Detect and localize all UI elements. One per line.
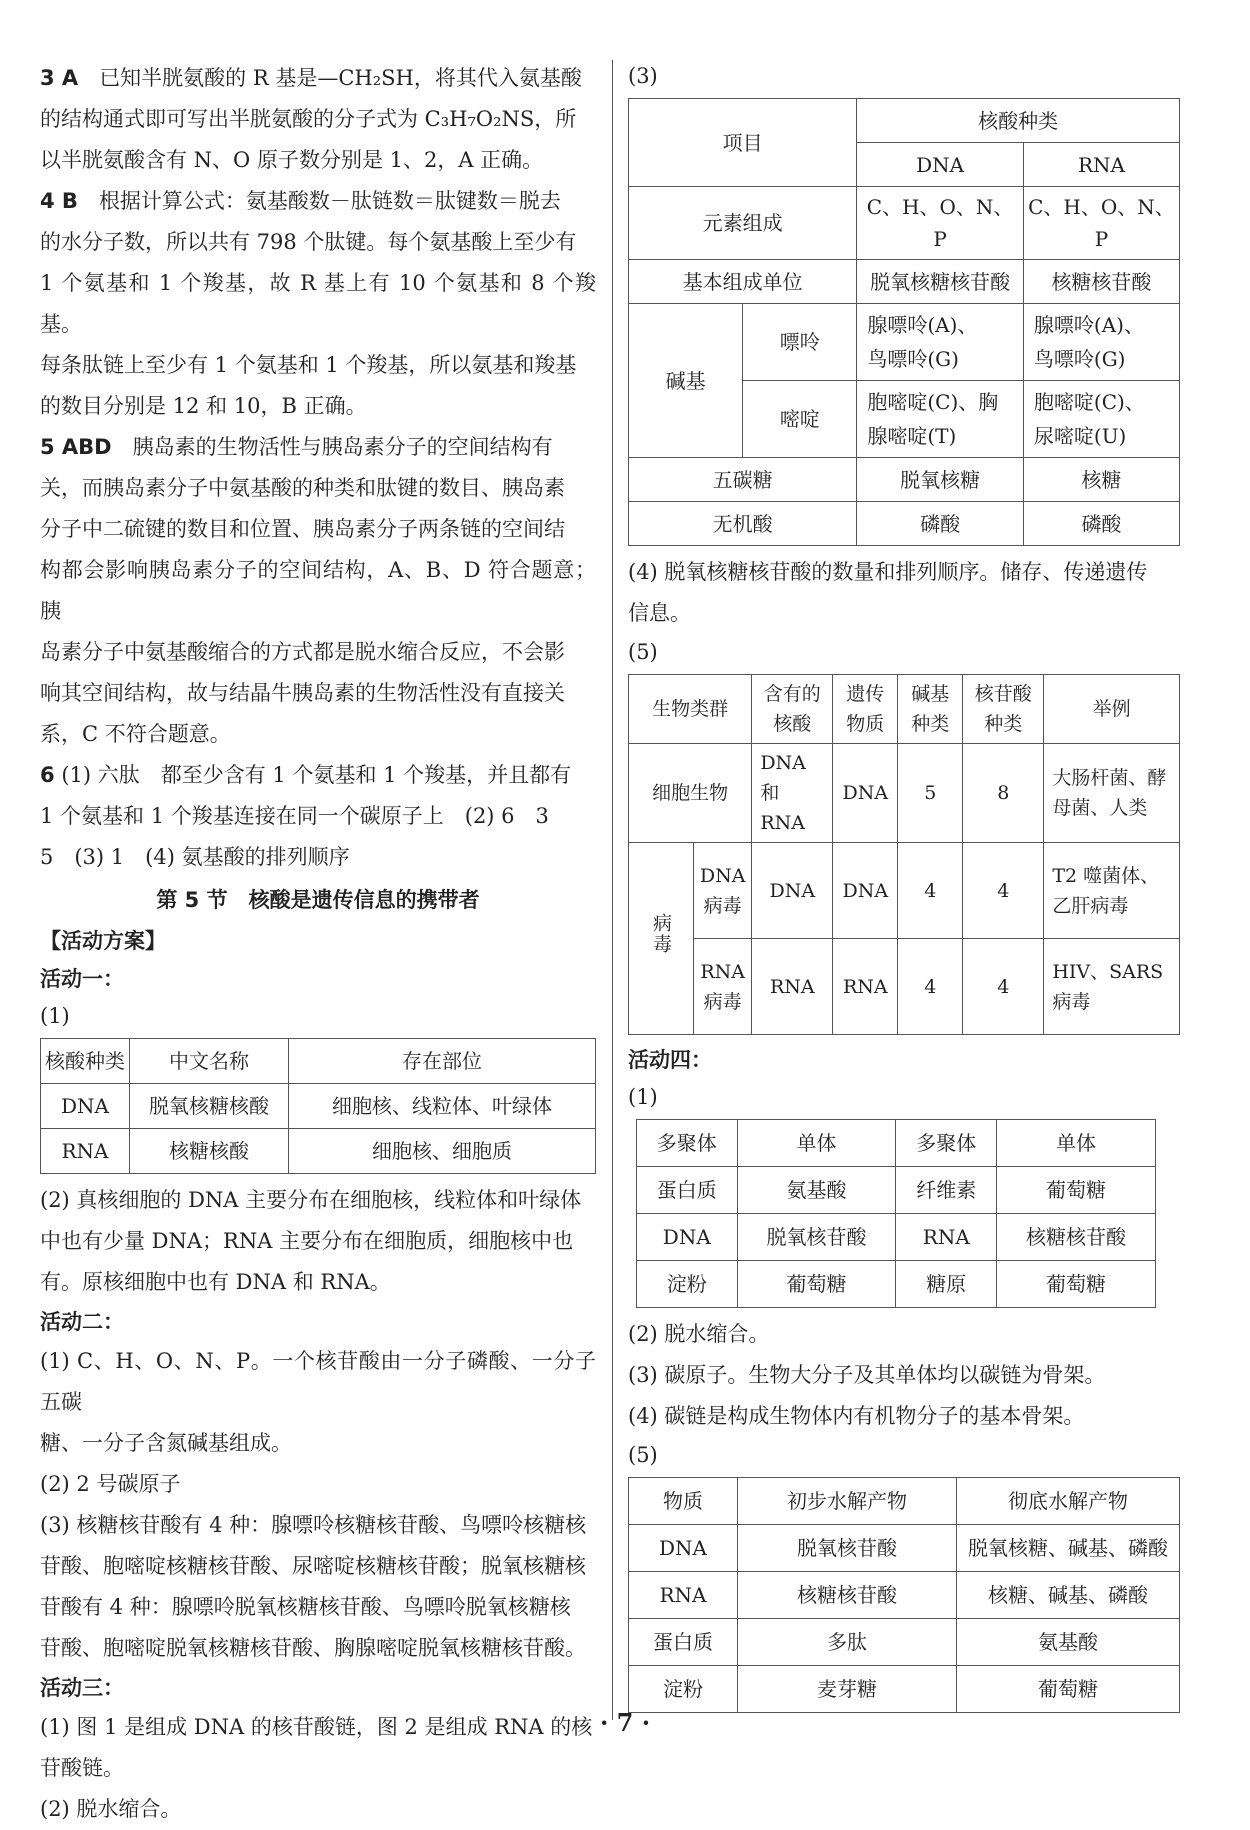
table-cell: 葡萄糖 bbox=[957, 1666, 1180, 1713]
table-header-cell: 举例 bbox=[1044, 675, 1180, 744]
table-cell: 葡萄糖 bbox=[997, 1167, 1156, 1214]
table-header-cell: 遗传 物质 bbox=[833, 675, 898, 744]
table-cell: 氨基酸 bbox=[737, 1167, 896, 1214]
table-header-cell: 单体 bbox=[737, 1120, 896, 1167]
table-row bbox=[629, 458, 1180, 502]
table-header-cell: RNA bbox=[1023, 143, 1179, 187]
table-cell: 5 bbox=[898, 744, 963, 843]
table-cell: 葡萄糖 bbox=[997, 1261, 1156, 1308]
table-header-cell: 中文名称 bbox=[130, 1039, 289, 1084]
table-cell: DNA bbox=[833, 744, 898, 843]
answer-3: 3 A 已知半胱氨酸的 R 基是—CH₂SH，将其代入氨基酸 的结构通式即可写出半胱氨酸的分子式为 C₃H₇O₂NS，所 以半胱氨酸含有 N、O 原子数分别是 1、2，A 正确。 bbox=[40, 66, 582, 172]
activity-4-part-5: (5) bbox=[628, 1443, 658, 1467]
activity-plan-heading: 【活动方案】 bbox=[40, 929, 166, 953]
table-header-row bbox=[629, 675, 1180, 744]
activity-1-title: 活动一： bbox=[40, 967, 124, 991]
table-cell: 脱氧核糖核酸 bbox=[130, 1084, 289, 1129]
table-cell: C、H、O、N、P bbox=[857, 187, 1024, 260]
table-cell: DNA bbox=[637, 1214, 738, 1261]
table-cell: 多肽 bbox=[738, 1619, 957, 1666]
left-column: 3 A 已知半胱氨酸的 R 基是—CH₂SH，将其代入氨基酸 的结构通式即可写出半胱氨酸的分子式为 C₃H₇O₂NS，所 以半胱氨酸含有 N、O 原子数分别是 1、2，A 正确。 4 B 根据计算公式：氨基酸数－肽链数＝肽键数＝脱去 的水分子数，所以共有 798 个肽键。每个氨基酸上至少有 1 个氨基和 1 个羧基，故 R 基上有 10 个氨基和 8 个羧基。 每条肽链上至少有 1 个氨基和 1 个羧基，所以氨基和羧基 的数目分别是 12 和 10，B 正确。 5 ABD 胰岛素的生物活性与胰岛素分子的空间结构有 关，而胰岛素分子中氨基酸的种类和肽键的数目、胰岛素 分子中二硫键的数目和位置、胰岛素分子两条链的空间结 构都会影响胰岛素分子的空间结构，A、B、D 符合题意；胰 岛素分子中氨基酸缩合的方式都是脱水缩合反应，不会影 响其空间结构，故与结晶牛胰岛素的生物活性没有直接关 系，C 不符合题意。 6 (1) 六肽 都至少含有 1 个氨基和 1 个羧基，并且都有 1 个氨基和 1 个羧基连接在同一个碳原子上 (2) 6 3 5 (3) 1 (4) 氨基酸的排列顺序 第 5 节 核酸是遗传信息的携带者 【活动方案】 活动一： (1) 核酸种类 中文名称 存在部位 DNA 脱氧核糖核酸 细胞核、线粒体、叶绿体 RNA 核糖核酸 细胞核、细胞质 (2) 真核细胞的 DNA 主要分布在细胞核，线粒体和叶绿体 中也有少量 DNA；RNA 主要分布在细胞质，细胞核中也 有。原核细胞中也有 DNA 和 RNA。 活动二： (1) C、H、O、N、P。一个核苷酸由一分子磷酸、一分子五碳 糖、一分子含氮碱基组成。 (2) 2 号碳原子 (3) 核糖核苷酸有 4 种：腺嘌呤核糖核苷酸、鸟嘌呤核糖核 苷酸、胞嘧啶核糖核苷酸、尿嘧啶核糖核苷酸；脱氧核糖核 苷酸有 4 种：腺嘌呤脱氧核糖核苷酸、鸟嘌呤脱氧核糖核 苷酸、胞嘧啶脱氧核糖核苷酸、胸腺嘧啶脱氧核糖核苷酸。 活动三： (1) 图 1 是组成 DNA 的核苷酸链，图 2 是组成 RNA 的核 苷酸链。 (2) 脱水缩合。 bbox=[40, 58, 596, 1830]
table-cell: 核糖核苷酸 bbox=[997, 1214, 1156, 1261]
table-header-row bbox=[637, 1120, 1156, 1167]
table-row bbox=[41, 1129, 596, 1174]
table-cell: 元素组成 bbox=[629, 187, 857, 260]
table-header-cell: 项目 bbox=[629, 99, 857, 187]
table-header-cell: 含有的 核酸 bbox=[752, 675, 833, 744]
table-cell: DNA 和 RNA bbox=[752, 744, 833, 843]
table-cell: 蛋白质 bbox=[629, 1619, 738, 1666]
table-cell: RNA 病毒 bbox=[694, 939, 752, 1035]
table-cell: 蛋白质 bbox=[637, 1167, 738, 1214]
activity-4-title: 活动四： bbox=[628, 1048, 712, 1072]
table-cell: 4 bbox=[963, 843, 1044, 939]
table-cell: 麦芽糖 bbox=[738, 1666, 957, 1713]
answer-6: 6 (1) 六肽 都至少含有 1 个氨基和 1 个羧基，并且都有 1 个氨基和 1 个羧基连接在同一个碳原子上 (2) 6 3 5 (3) 1 (4) 氨基酸的排列顺序 bbox=[40, 763, 572, 869]
table-row bbox=[629, 187, 1180, 260]
table-cell: 4 bbox=[898, 843, 963, 939]
table-cell: DNA bbox=[752, 843, 833, 939]
table-row bbox=[629, 843, 1180, 939]
nucleic-acid-comparison-table bbox=[628, 98, 1180, 546]
page-number: · 7 · bbox=[599, 1708, 651, 1737]
table-cell: 纤维素 bbox=[896, 1167, 997, 1214]
table-cell: 嘧啶 bbox=[743, 381, 857, 458]
table-row bbox=[629, 1619, 1180, 1666]
table-cell: T2 噬菌体、 乙肝病毒 bbox=[1044, 843, 1180, 939]
activity-4-part-1: (1) bbox=[628, 1085, 658, 1109]
polymer-monomer-table bbox=[636, 1119, 1156, 1308]
table-header-cell: 多聚体 bbox=[637, 1120, 738, 1167]
table-row bbox=[629, 1666, 1180, 1713]
answer-5: 5 ABD 胰岛素的生物活性与胰岛素分子的空间结构有 关，而胰岛素分子中氨基酸的种类和肽键的数目、胰岛素 分子中二硫键的数目和位置、胰岛素分子两条链的空间结 构都会影响胰岛素分子的空间结构，A、B、D 符合题意；胰 岛素分子中氨基酸缩合的方式都是脱水缩合反应，不会影 响其空间结构，故与结晶牛胰岛素的生物活性没有直接关 系，C 不符合题意。 bbox=[40, 435, 596, 746]
part-3-label: (3) bbox=[628, 64, 658, 88]
table-row bbox=[637, 1167, 1156, 1214]
table-header-cell: 核苷酸 种类 bbox=[963, 675, 1044, 744]
table-header-cell: 彻底水解产物 bbox=[957, 1478, 1180, 1525]
table-cell: 核糖核苷酸 bbox=[738, 1572, 957, 1619]
table-cell: 细胞核、细胞质 bbox=[289, 1129, 596, 1174]
table-cell: 脱氧核糖、碱基、磷酸 bbox=[957, 1525, 1180, 1572]
table-cell: DNA bbox=[41, 1084, 130, 1129]
table-cell: 碱基 bbox=[629, 304, 743, 458]
answer-4: 4 B 根据计算公式：氨基酸数－肽链数＝肽键数＝脱去 的水分子数，所以共有 798 个肽键。每个氨基酸上至少有 1 个氨基和 1 个羧基，故 R 基上有 10 个氨基和 8 个羧基。 每条肽链上至少有 1 个氨基和 1 个羧基，所以氨基和羧基 的数目分别是 12 和 10，B 正确。 bbox=[40, 189, 596, 418]
table-cell: C、H、O、N、P bbox=[1023, 187, 1179, 260]
nucleic-acid-location-table bbox=[40, 1038, 596, 1174]
table-cell: 细胞核、线粒体、叶绿体 bbox=[289, 1084, 596, 1129]
table-header-cell: 单体 bbox=[997, 1120, 1156, 1167]
table-cell: 核糖 bbox=[1023, 458, 1179, 502]
table-cell: RNA bbox=[896, 1214, 997, 1261]
table-cell: DNA 病毒 bbox=[694, 843, 752, 939]
hydrolysis-products-table bbox=[628, 1477, 1180, 1713]
table-cell: 无机酸 bbox=[629, 502, 857, 546]
table-header-cell: 物质 bbox=[629, 1478, 738, 1525]
table-row bbox=[637, 1261, 1156, 1308]
table-cell: 氨基酸 bbox=[957, 1619, 1180, 1666]
table-cell: RNA bbox=[41, 1129, 130, 1174]
table-cell: 细胞生物 bbox=[629, 744, 752, 843]
table-row bbox=[629, 502, 1180, 546]
table-cell: RNA bbox=[752, 939, 833, 1035]
table-cell: 核糖核酸 bbox=[130, 1129, 289, 1174]
table-header-cell: 存在部位 bbox=[289, 1039, 596, 1084]
table-row bbox=[629, 1572, 1180, 1619]
table-cell: DNA bbox=[833, 843, 898, 939]
activity-2-title: 活动二： bbox=[40, 1310, 124, 1334]
table-row bbox=[629, 304, 1180, 381]
table-row bbox=[629, 260, 1180, 304]
table-cell: 腺嘌呤(A)、 鸟嘌呤(G) bbox=[1023, 304, 1179, 381]
table-header-cell: 多聚体 bbox=[896, 1120, 997, 1167]
table-cell: 大肠杆菌、酵 母菌、人类 bbox=[1044, 744, 1180, 843]
table-cell: 淀粉 bbox=[637, 1261, 738, 1308]
table-header-cell: 核酸种类 bbox=[857, 99, 1180, 143]
table-cell: 糖原 bbox=[896, 1261, 997, 1308]
table-cell: 核糖核苷酸 bbox=[1023, 260, 1179, 304]
table-cell: 五碳糖 bbox=[629, 458, 857, 502]
table-cell: 脱氧核糖核苷酸 bbox=[857, 260, 1024, 304]
table-cell: 核糖、碱基、磷酸 bbox=[957, 1572, 1180, 1619]
table-cell: 嘌呤 bbox=[743, 304, 857, 381]
table-header-cell: 碱基 种类 bbox=[898, 675, 963, 744]
right-column: (3) 项目 核酸种类 DNA RNA 元素组成 C、H、O、N、P C、H、O、N、P 基本组成单位 脱氧核糖核苷酸 核糖核苷酸 碱基 嘌呤 腺嘌呤(A)、 鸟嘌呤(G) 腺嘌呤(A)、 鸟嘌呤(G) 嘧啶 胞嘧啶(C)、胸 腺嘧啶(T) 胞嘧啶(C)、 尿嘧啶(U) 五碳糖 脱氧核糖 核糖 无机酸 磷酸 磷酸 (4) 脱氧核糖核苷酸的数量和排列顺序。储存、传递遗传 信息。 (5) 生物类群 含有的 核酸 遗传 物质 碱基 种类 核苷酸 种类 举例 细胞生物 DNA 和 RNA DNA 5 8 大肠杆菌、酵 母菌、人类 病毒 DNA 病毒 DNA DNA 4 4 T2 噬菌体、 乙肝病毒 RNA 病毒 RNA RNA 4 4 HIV、SARS 病毒 活动四： (1) 多聚体 单体 多聚体 单体 蛋白质 氨基酸 纤维素 葡萄糖 DNA 脱氧核苷酸 RNA 核糖核苷酸 淀粉 葡萄糖 糖原 葡萄糖 (2) 脱水缩合。 (3) 碳原子。生物大分子及其单体均以碳链为骨架。 (4) 碳链是构成生物体内有机物分子的基本骨架。 (5) 物质 初步水解产物 彻底水解产物 DNA 脱氧核苷酸 脱氧核糖、碱基、磷酸 RNA 核糖核苷酸 核糖、碱基、磷酸 蛋白质 多肽 氨基酸 淀粉 麦芽糖 葡萄糖 bbox=[628, 58, 1180, 1719]
table-header-row bbox=[41, 1039, 596, 1084]
table-cell: 4 bbox=[898, 939, 963, 1035]
table-row bbox=[637, 1214, 1156, 1261]
activity-3-title: 活动三： bbox=[40, 1676, 124, 1700]
table-header-row bbox=[629, 1478, 1180, 1525]
table-cell: 磷酸 bbox=[857, 502, 1024, 546]
table-cell: 基本组成单位 bbox=[629, 260, 857, 304]
table-cell: 脱氧核苷酸 bbox=[737, 1214, 896, 1261]
table-cell: 脱氧核苷酸 bbox=[738, 1525, 957, 1572]
table-cell: 葡萄糖 bbox=[737, 1261, 896, 1308]
table-cell: 胞嘧啶(C)、 尿嘧啶(U) bbox=[1023, 381, 1179, 458]
table-header-cell: 初步水解产物 bbox=[738, 1478, 957, 1525]
section-title: 第 5 节 核酸是遗传信息的携带者 bbox=[156, 888, 480, 912]
activity-1-part-1: (1) bbox=[40, 1004, 70, 1028]
table-cell: RNA bbox=[629, 1572, 738, 1619]
table-row bbox=[629, 744, 1180, 843]
table-cell: 病毒 bbox=[629, 843, 694, 1035]
table-cell: 腺嘌呤(A)、 鸟嘌呤(G) bbox=[857, 304, 1024, 381]
table-row bbox=[629, 939, 1180, 1035]
table-cell: 8 bbox=[963, 744, 1044, 843]
table-cell: 4 bbox=[963, 939, 1044, 1035]
organism-nucleic-acid-table bbox=[628, 674, 1180, 1035]
table-cell: 磷酸 bbox=[1023, 502, 1179, 546]
table-header-cell: 生物类群 bbox=[629, 675, 752, 744]
table-header-cell: DNA bbox=[857, 143, 1024, 187]
table-cell: DNA bbox=[629, 1525, 738, 1572]
table-row bbox=[41, 1084, 596, 1129]
column-divider bbox=[612, 60, 613, 1720]
table-cell: 胞嘧啶(C)、胸 腺嘧啶(T) bbox=[857, 381, 1024, 458]
part-5-label: (5) bbox=[628, 640, 658, 664]
table-cell: HIV、SARS 病毒 bbox=[1044, 939, 1180, 1035]
table-cell: 淀粉 bbox=[629, 1666, 738, 1713]
table-row bbox=[629, 1525, 1180, 1572]
table-cell: 脱氧核糖 bbox=[857, 458, 1024, 502]
table-cell: RNA bbox=[833, 939, 898, 1035]
table-header-cell: 核酸种类 bbox=[41, 1039, 130, 1084]
